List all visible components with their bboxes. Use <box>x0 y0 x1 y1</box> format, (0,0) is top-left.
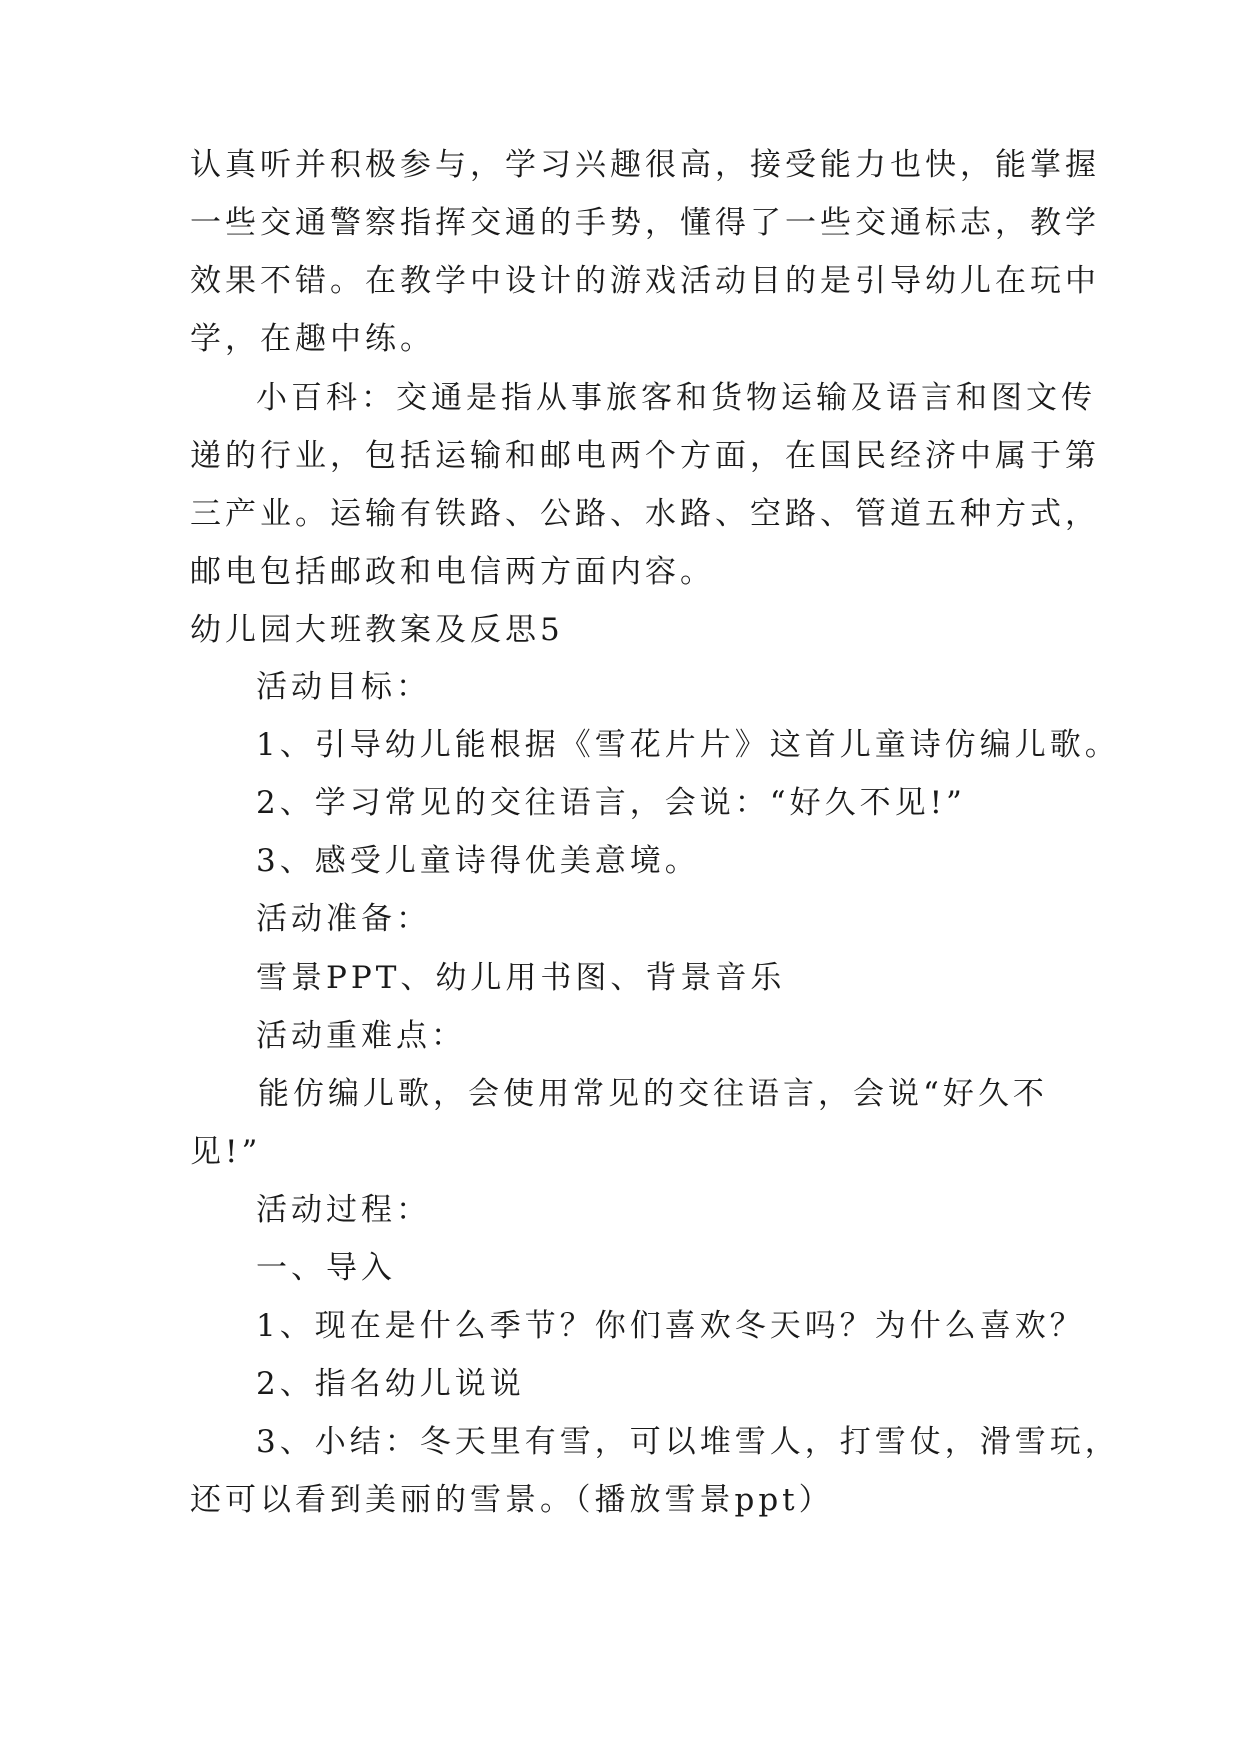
paragraph-line: 三产业。运输有铁路、公路、水路、空路、管道五种方式， <box>190 496 1100 532</box>
list-item: 2、学习常见的交往语言，会说：“好久不见!” <box>256 785 966 821</box>
section-heading: 幼儿园大班教案及反思5 <box>190 612 564 648</box>
paragraph-line: 见!” <box>190 1134 262 1170</box>
paragraph-line: 活动准备： <box>256 901 431 937</box>
paragraph-line: 邮电包括邮政和电信两方面内容。 <box>190 554 715 590</box>
paragraph-line: 能仿编儿歌，会使用常见的交往语言，会说“好久不 <box>258 1076 1048 1112</box>
list-item: 3、感受儿童诗得优美意境。 <box>256 843 700 879</box>
paragraph-line: 雪景PPT、幼儿用书图、背景音乐 <box>256 960 786 996</box>
paragraph-line: 活动目标： <box>256 669 431 705</box>
paragraph-line: 活动过程： <box>256 1192 431 1228</box>
list-item: 1、引导幼儿能根据《雪花片片》这首儿童诗仿编儿歌。 <box>256 727 1120 763</box>
list-item: 3、小结：冬天里有雪，可以堆雪人，打雪仗，滑雪玩， <box>256 1424 1120 1460</box>
paragraph-line: 一、导入 <box>256 1250 396 1286</box>
paragraph-line: 学，在趣中练。 <box>190 321 435 357</box>
paragraph-line: 活动重难点： <box>256 1018 466 1054</box>
list-item: 1、现在是什么季节？你们喜欢冬天吗？为什么喜欢？ <box>256 1308 1085 1344</box>
list-item: 2、指名幼儿说说 <box>256 1366 525 1402</box>
paragraph-line: 小百科：交通是指从事旅客和货物运输及语言和图文传 <box>256 380 1096 416</box>
paragraph-line: 还可以看到美丽的雪景。（播放雪景ppt） <box>190 1482 834 1518</box>
paragraph-line: 一些交通警察指挥交通的手势，懂得了一些交通标志，教学 <box>190 205 1100 241</box>
paragraph-line: 递的行业，包括运输和邮电两个方面，在国民经济中属于第 <box>190 438 1100 474</box>
paragraph-line: 认真听并积极参与，学习兴趣很高，接受能力也快，能掌握 <box>190 147 1100 183</box>
paragraph-line: 效果不错。在教学中设计的游戏活动目的是引导幼儿在玩中 <box>190 263 1100 299</box>
